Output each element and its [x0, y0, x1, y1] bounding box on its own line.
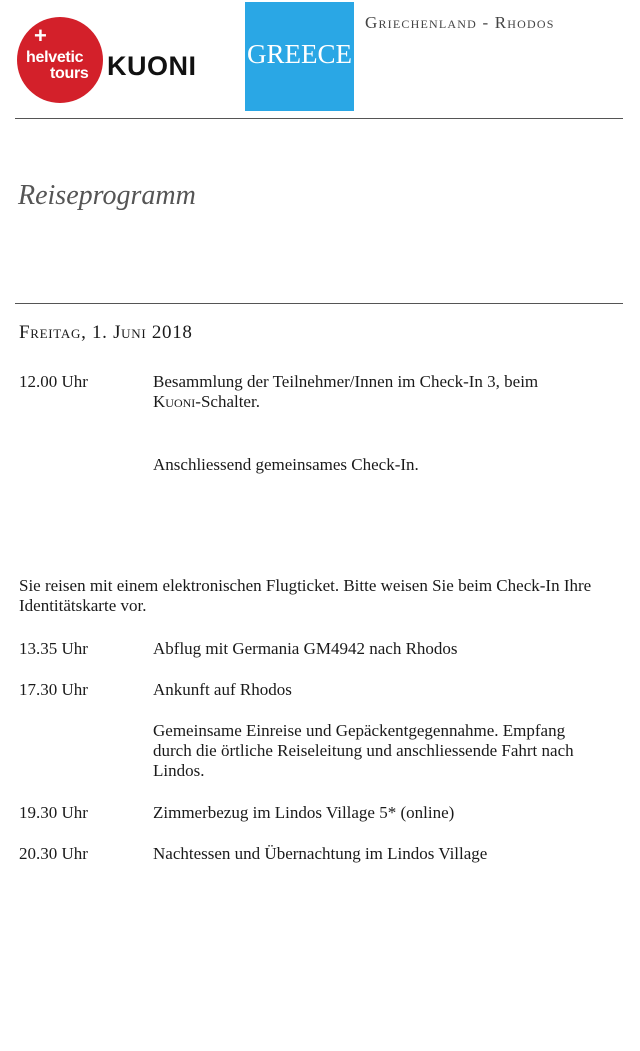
- header-divider: [15, 118, 623, 119]
- helvetic-logo-line2: tours: [50, 65, 89, 82]
- helvetic-plus: +: [34, 23, 47, 48]
- greece-logo: GREECE: [245, 2, 354, 111]
- entry-text-part: -Schalter.: [195, 392, 260, 411]
- day-heading: Freitag, 1. Juni 2018: [19, 322, 193, 343]
- schedule-text: Abflug mit Germania GM4942 nach Rhodos: [153, 639, 458, 658]
- schedule-text: Zimmerbezug im Lindos Village 5* (online): [153, 803, 455, 822]
- schedule-time: 17.30 Uhr: [19, 680, 88, 699]
- destination-heading: Griechenland - Rhodos: [365, 13, 555, 32]
- helvetic-logo-line1: helvetic: [26, 49, 84, 66]
- helvetic-tours-logo: [17, 17, 103, 103]
- ticket-note: Sie reisen mit einem elektronischen Flugticket. Bitte weisen Sie beim Check-In Ihre Identitätskarte vor.: [19, 576, 592, 615]
- entry-description: [153, 372, 628, 412]
- schedule-time: 20.30 Uhr: [19, 844, 88, 863]
- schedule-text: Gemeinsame Einreise und Gepäckentgegennahme. Empfang durch die örtliche Reiseleitung und anschliessende Fahrt nach Lindos.: [153, 721, 574, 780]
- kuoni-brand-text: Kuoni: [153, 392, 196, 411]
- page-title: Reiseprogramm: [18, 180, 196, 211]
- checkin-note: Anschliessend gemeinsames Check-In.: [153, 455, 419, 474]
- entry-time: 12.00 Uhr: [19, 372, 88, 391]
- schedule-time: 19.30 Uhr: [19, 803, 88, 822]
- entry-text-part: Besammlung der Teilnehmer/Innen im Check-In 3, beim: [153, 372, 539, 391]
- section-divider: [15, 303, 623, 304]
- schedule-time: 13.35 Uhr: [19, 639, 88, 658]
- schedule-text: Nachtessen und Übernachtung im Lindos Village: [153, 844, 488, 863]
- kuoni-logo: KUONI: [107, 51, 197, 81]
- schedule-text: Ankunft auf Rhodos: [153, 680, 292, 699]
